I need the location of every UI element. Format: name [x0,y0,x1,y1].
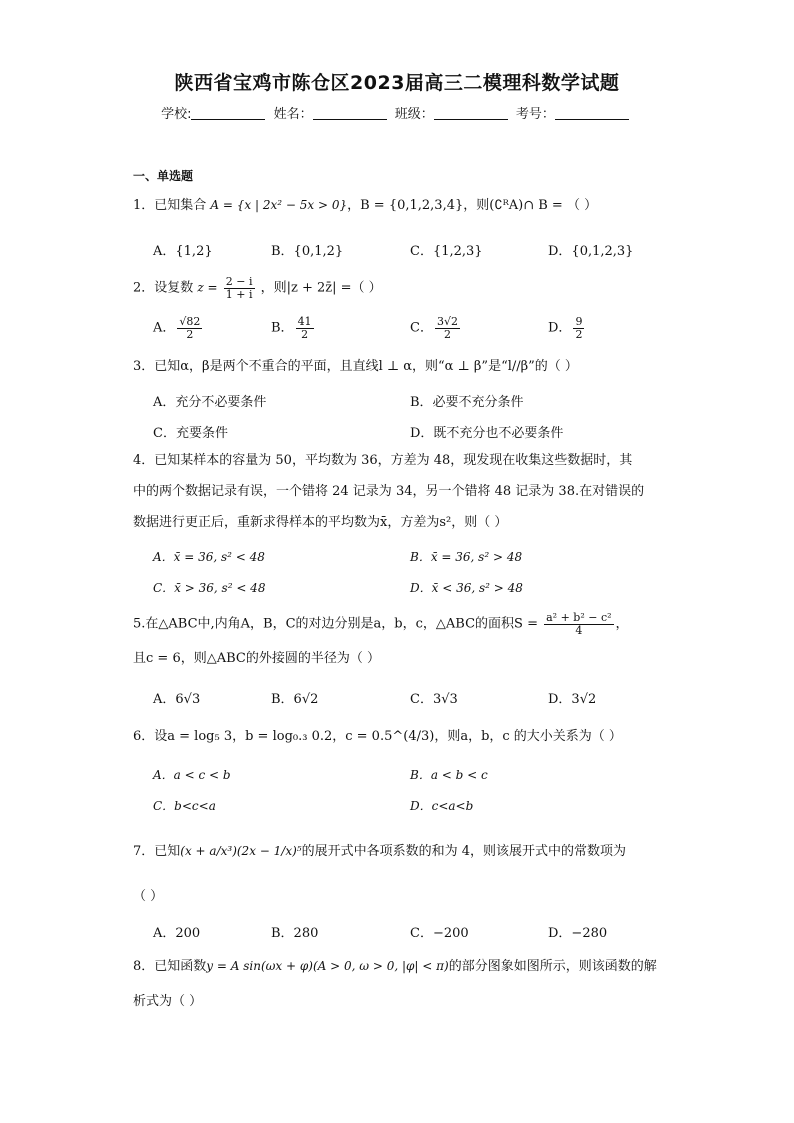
q7-option-d: D．−280 [548,926,608,941]
q6-option-b: B．a < b < c [410,768,488,782]
q1-option-a: A．{1,2} [153,244,213,259]
q4-option-a: A．x̄ = 36, s² < 48 [153,550,265,564]
q7-option-b: B．280 [271,926,319,941]
q2-fraction [224,276,255,300]
question-3: 3．已知α，β是两个不重合的平面，且直线l ⊥ α，则“α ⊥ β”是“l//β”的（ ） [133,359,578,374]
q5-fraction [544,612,613,636]
q2-z: z = [197,280,218,295]
q5-option-c: C．3√3 [410,692,458,707]
q3-option-a: A．充分不必要条件 [153,395,267,410]
q7-option-c: C．−200 [410,926,469,941]
q2-stem: 2．设复数 [133,280,194,296]
q4-option-d: D．x̄ < 36, s² > 48 [410,581,523,595]
question-1 [133,199,597,212]
q2-option-c-label: C． [410,320,433,336]
q4-option-c: C．x̄ > 36, s² < 48 [153,581,266,595]
q8-expression: y = A sin(ωx + φ)(A > 0, ω > 0, |φ| < π) [206,959,449,973]
q2-option-b [271,316,316,340]
q2-option-d-label: D． [548,320,572,336]
q6-option-a: A．a < c < b [153,768,231,782]
student-info-line [0,103,794,122]
q7-option-a: A．200 [153,926,201,941]
q2-option-a [153,316,204,340]
q1-option-d: D．{0,1,2,3} [548,244,634,259]
q4-option-b: B．x̄ = 36, s² > 48 [410,550,523,564]
question-4-line-3: 数据进行更正后，重新求得样本的平均数为x̄，方差为s²，则（ ） [133,515,508,530]
school-label: 学校: [161,107,192,122]
q5-option-a: A．6√3 [153,692,201,707]
q1-expr: (∁ᴿA)∩ B = （ ） [489,198,598,213]
q2-tail: ，则|z + 2z̄| =（ ） [260,280,382,296]
q5-frac-den: 4 [575,623,583,637]
q1-set-b: ，B = {0,1,2,3,4}，则 [347,198,490,213]
question-5-line-1 [133,612,629,636]
q2-option-b-den: 2 [301,327,309,341]
exam-no-blank [555,107,629,120]
page-title: 陕西省宝鸡市陈仓区2023届高三二模理科数学试题 [174,72,620,94]
question-2 [133,276,382,300]
q5-line-1-text: 5.在△ABC中,内角A，B，C的对边分别是a，b，c，△ABC的面积S = [133,616,538,632]
section-heading: 一、单选题 [133,169,194,183]
q1-option-c: C．{1,2,3} [410,244,483,259]
q2-option-a-den: 2 [186,327,194,341]
q7-stem-end: 的展开式中各项系数的和为 4，则该展开式中的常数项为 [301,844,626,859]
q2-option-a-num: √82 [179,315,201,328]
q2-frac-num: 2 − i [225,275,253,288]
question-4-line-2: 中的两个数据记录有误，一个错将 24 记录为 34，另一个错将 48 记录为 38.在对错误的 [133,484,645,499]
question-8-line-1 [133,960,657,973]
q2-option-c [410,316,462,340]
question-4-line-1: 4．已知某样本的容量为 50，平均数为 36，方差为 48，现发现在收集这些数据时，其 [133,453,633,468]
q2-option-d [548,316,586,340]
q2-option-a-label: A． [153,320,176,336]
q5-option-b: B．6√2 [271,692,319,707]
q7-answer-paren: （ ） [133,889,164,904]
q8-stem-end: 的部分图象如图所示，则该函数的解 [448,959,657,974]
q2-option-d-den: 2 [575,327,583,341]
q3-option-d: D．既不充分也不必要条件 [410,426,564,441]
q2-option-c-den: 2 [443,327,451,341]
q8-stem-start: 8．已知函数 [133,959,207,974]
q1-stem: 1．已知集合 [133,198,207,213]
exam-no-label: 考号： [515,107,555,122]
q5-frac-num: a² + b² − c² [546,611,612,624]
question-6: 6．设a = log₅ 3，b = log₀.₃ 0.2，c = 0.5^(4/3)，则a，b，c 的大小关系为（ ） [133,729,622,744]
question-7 [133,845,626,858]
q1-set-a: A = {x | 2x² − 5x > 0} [210,198,348,212]
q2-option-b-num: 41 [297,315,312,328]
q7-stem-start: 7．已知 [133,844,181,859]
q7-expression: (x + a/x³)(2x − 1/x)⁵ [180,844,302,858]
school-blank [191,107,265,120]
q2-option-b-label: B． [271,320,294,336]
class-label: 班级： [394,107,434,122]
q5-line-1-end: ， [615,616,629,632]
q6-option-d: D．c<a<b [410,799,474,813]
question-5-line-2: 且c = 6，则△ABC的外接圆的半径为（ ） [133,651,380,666]
q3-option-c: C．充要条件 [153,426,228,441]
name-label: 姓名： [273,107,313,122]
name-blank [313,107,387,120]
q2-frac-den: 1 + i [225,287,253,301]
q2-option-d-num: 9 [575,315,583,328]
q6-option-c: C．b<c<a [153,799,216,813]
class-blank [434,107,508,120]
q3-option-b: B．必要不充分条件 [410,395,524,410]
q2-option-c-num: 3√2 [436,315,458,328]
q5-option-d: D．3√2 [548,692,597,707]
question-8-line-2: 析式为（ ） [133,994,203,1009]
q1-option-b: B．{0,1,2} [271,244,344,259]
